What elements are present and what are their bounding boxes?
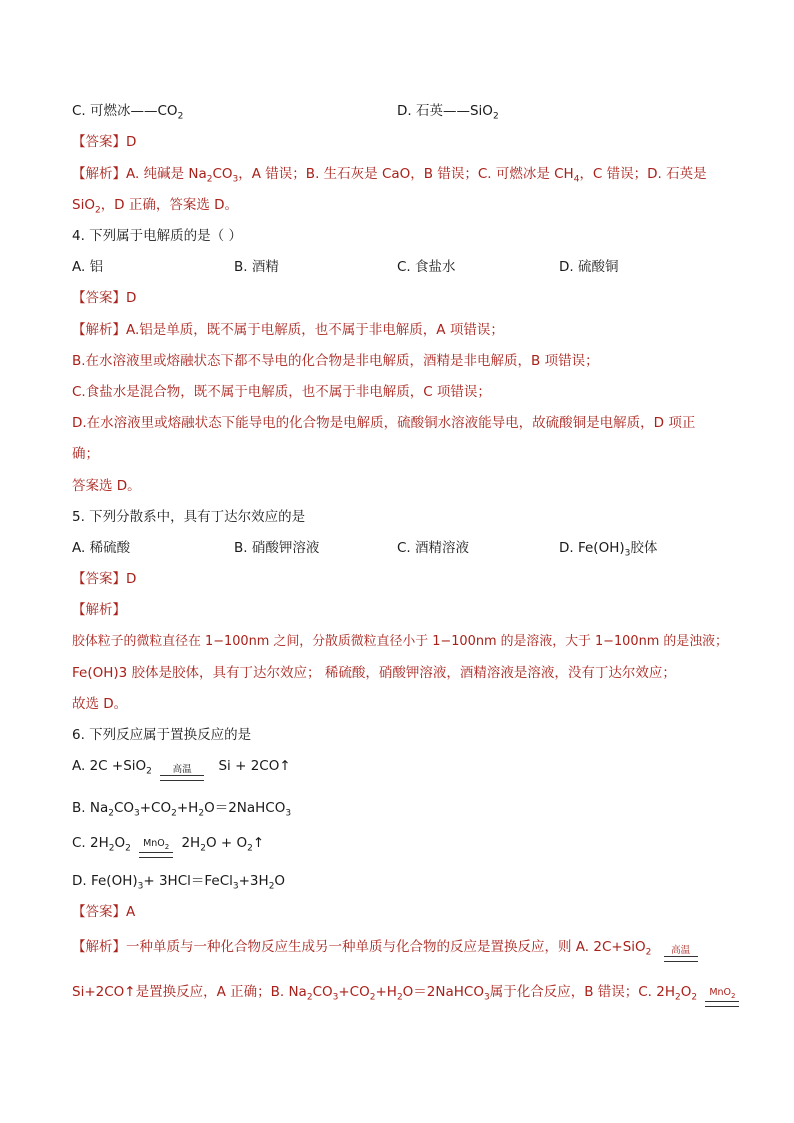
q5-stem: 5. 下列分散系中，具有丁达尔效应的是	[72, 509, 306, 525]
q4-option-d: D. 硫酸铜	[559, 259, 619, 275]
q6-answer: 【答案】A	[72, 904, 136, 920]
q6-option-a: A. 2C +SiO$_2$ 高温 Si + 2CO↑	[72, 757, 291, 781]
q4-analysis-line-4: D.在水溶液里或熔融状态下能导电的化合物是电解质，硫酸铜水溶液能导电，故硫酸铜是电解质，D 项正	[72, 415, 696, 431]
q5-option-a: A. 稀硫酸	[72, 540, 131, 556]
q5-analysis-line-1: 胶体粒子的微粒直径在 1−100nm 之间，分散质微粒直径小于 1−100nm 的是溶液，大于 1−100nm 的是浊液；	[72, 634, 728, 649]
q4-analysis-line-1: 【解析】A.铝是单质，既不属于电解质，也不属于非电解质，A 项错误；	[72, 322, 504, 338]
q5-option-b: B. 硝酸钾溶液	[234, 540, 320, 556]
reaction-condition-high-temp: 高温	[664, 946, 698, 962]
q6-analysis-line-1: 【解析】一种单质与一种化合物反应生成另一种单质与化合物的反应是置换反应，则 A. 2C+SiO$_2$ 高温	[72, 938, 702, 962]
q4-stem: 4. 下列属于电解质的是（ ）	[72, 228, 242, 244]
q3-answer: 【答案】D	[72, 134, 137, 150]
q4-option-a: A. 铝	[72, 259, 104, 275]
reaction-condition-catalyst: MnO$_2$	[705, 988, 739, 1007]
q5-analysis-line-3: 故选 D。	[72, 696, 128, 712]
q4-analysis-line-5: 确；	[72, 446, 99, 462]
q4-analysis-line-2: B.在水溶液里或熔融状态下都不导电的化合物是非电解质，酒精是非电解质，B 项错误；	[72, 353, 599, 369]
q3-option-c: C. 可燃冰$——CO_2$	[72, 103, 184, 122]
reaction-condition-catalyst: MnO$_2$	[139, 839, 173, 858]
q6-analysis-line-2: Si+2CO↑是置换反应，A 正确；B. $Na_2CO_3+CO_2+H_2O=2NaHCO_3$属于化合反应，B 错误；C. $2H_2O_2$ MnO$_2$	[72, 983, 743, 1007]
reaction-condition-high-temp: 高温	[160, 765, 204, 781]
q5-analysis-line-2: Fe(OH)3 胶体是胶体，具有丁达尔效应； 稀硫酸，硝酸钾溶液，酒精溶液是溶液，没有丁达尔效应；	[72, 665, 676, 681]
q4-option-c: C. 食盐水	[397, 259, 456, 275]
q5-analysis-tag: 【解析】	[72, 602, 126, 618]
q6-option-c: C. $2H_2O_2$ MnO$_2$ $2H_2O$ + $O_2↑$	[72, 834, 264, 858]
q3-analysis-line-1: 【解析】A. 纯碱是 $Na_2CO_3$，A 错误；B. 生石灰是 CaO，B 错误；C. 可燃冰是 $CH_4$，C 错误；D. 石英是	[72, 166, 707, 185]
q5-option-d: D. $Fe(OH)_3$胶体	[559, 540, 658, 559]
q4-option-b: B. 酒精	[234, 259, 279, 275]
q3-analysis-line-2: SiO$_2$，D 正确，答案选 D。	[72, 197, 239, 216]
q6-option-b: B. $Na_2CO_3+CO_2+H_2O=2NaHCO_3$	[72, 800, 292, 819]
q4-analysis-line-6: 答案选 D。	[72, 478, 141, 494]
q5-option-c: C. 酒精溶液	[397, 540, 470, 556]
q6-option-d: D. $Fe(OH)_3+$ $3HCl=FeCl_3+3H_2O$	[72, 873, 286, 892]
q5-answer: 【答案】D	[72, 571, 137, 587]
q3-option-d: D. 石英——SiO$_2$	[397, 103, 499, 122]
q4-answer: 【答案】D	[72, 290, 137, 306]
q4-analysis-line-3: C.食盐水是混合物，既不属于电解质，也不属于非电解质，C 项错误；	[72, 384, 491, 400]
q6-stem: 6. 下列反应属于置换反应的是	[72, 727, 252, 743]
